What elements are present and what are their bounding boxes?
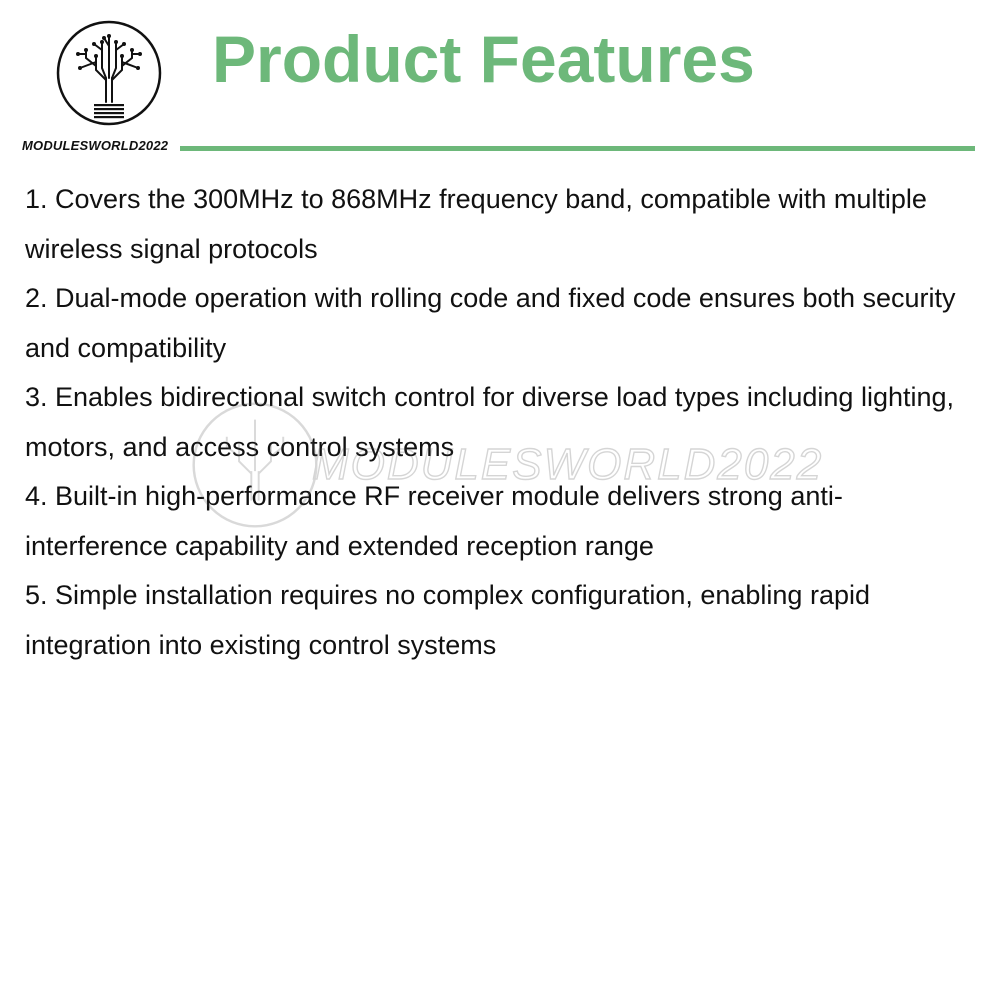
feature-item-2: 2. Dual-mode operation with rolling code and fixed code ensures both security and compatibility bbox=[25, 283, 956, 363]
header-divider bbox=[180, 146, 975, 151]
circuit-tree-icon bbox=[56, 20, 162, 126]
brand-name: MODULESWORLD2022 bbox=[22, 138, 169, 153]
feature-item-4: 4. Built-in high-performance RF receiver module delivers strong anti-interference capability and extended reception range bbox=[25, 481, 843, 561]
feature-list bbox=[25, 175, 975, 670]
feature-item-5: 5. Simple installation requires no complex configuration, enabling rapid integration into existing control systems bbox=[25, 580, 870, 660]
watermark-text: MODULESWORLD2022 bbox=[312, 440, 824, 489]
page-title: Product Features bbox=[212, 22, 755, 96]
feature-item-3: 3. Enables bidirectional switch control for diverse load types including lighting, motors, and access control systems bbox=[25, 382, 955, 462]
feature-item-1: 1. Covers the 300MHz to 868MHz frequency band, compatible with multiple wireless signal protocols bbox=[25, 184, 927, 264]
